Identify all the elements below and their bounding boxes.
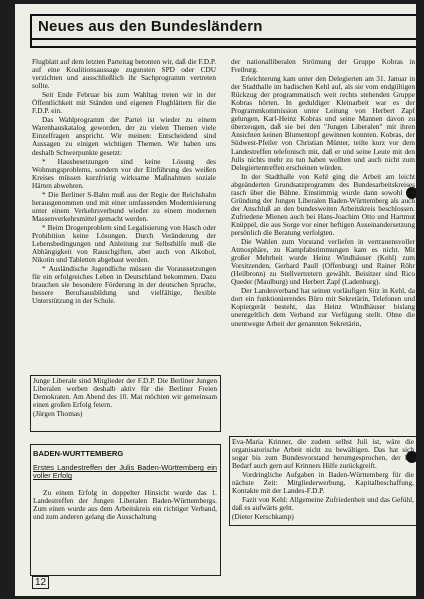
paragraph: * Beim Drogenproblem sind Legalisierung von Hasch oder Prohibition keine Lösungen. Durch Veränderung der Lebensbedingungen und Anleitung zur Selbsthilfe muß die Abhängigkeit von Rauschgiften, aber auch von Alkohol, Nikotin und Tabletten abgebaut werden. [32, 222, 216, 265]
region-title: BADEN-WÜRTTEMBERG [33, 450, 124, 458]
article-berlin-closing [33, 377, 217, 429]
paragraph: * Die Berliner S-Bahn muß aus der Regie der Reichsbahn herausgenommen und mit einer umfassenden Modernisierung unter einem Verkehrsverbund wieder zu einem modernen Massenverkehrsmittel gemacht werden. [32, 189, 216, 223]
paragraph: Fazit von Kehl: Allgemeine Zufriedenheit und das Gefühl, daß es aufwärts geht. [232, 495, 414, 513]
paragraph: der nationalliberalen Strömung der Gruppe Kobras in Freiburg. [231, 58, 415, 75]
paragraph: Zu einem Erfolg in doppelter Hinsicht wurde das 1. Landestreffen der Jungen Liberalen Baden-Württembergs. Zum einen wurde aus dem Arbeitskreis ein richtiger Verband, und zum anderen gelang die Ausschaltung [33, 487, 217, 521]
article-bw-closing [232, 438, 414, 522]
magazine-page [15, 4, 416, 596]
paragraph: * Ausländische Jugendliche müssen die Voraussetzungen für ein erfolgreiches Leben in Deutschland bekommen. Dazu brauchen sie besondere Förderung in der deutschen Sprache, bessere Berufsausbildung und vielfältige, flexible Unterstützung in der Schule. [32, 264, 216, 306]
paragraph: Der Landesverband hat seinen vorläufigen Sitz in Kehl, da dort ein funktionierendes Büro mit Sekretärin, Telefonen und Kopiergerät besteht, das Heinz Windhäuser bislang unentgeltlich dem Verband zur Verfügung stellt. Ohne die unentwegte Arbeit der genannten Sekretärin, [231, 286, 415, 328]
paragraph: Das Wahlprogramm der Partei ist wieder zu einem Warenhauskatalog geworden, der zu vielen Themen viele Einzelfragen anspricht. Wir meinen: Entscheidend sind Aussagen zu einigen wichtigen Themen. Wir haben uns deshalb Schwerpunkte gesetzt: [32, 115, 216, 157]
article-headline: Erstes Landestreffen der Julis Baden-Württemberg ein voller Erfolg [33, 463, 217, 481]
paragraph: Eva-Maria Krinner, die zudem selbst Juli ist, wäre die organisatorische Arbeit nicht zu bewältigen. Das hat sich sogar bis zum Bundesvorstand herumgesprochen, der bei Bedarf auch gern auf Krinners Hilfe zurückgreift. [232, 438, 414, 471]
paragraph: Die Wahlen zum Vorstand verliefen in vertrauensvoller Atmosphäre, zu Kampfabstimmungen kam es nicht. Mit großer Mehrheit wurde Heinz Windhäuser (Kehl) zum Vorsitzenden, Gerhard Paull (Offenburg) und Rainer Röhr (Heilbronn) zu Stellvertretern gewählt. Beisitzer sind Rico Queder (Maulburg) und Herbert Zapf (Ladenburg). [231, 237, 415, 287]
paragraph: Seit Ende Februar bis zum Wahltag treten wir in der Öffentlichkeit mit Ständen und eigenen Flugblättern für die F.D.P. ein. [32, 90, 216, 116]
section-title: Neues aus den Bundesländern [38, 18, 263, 35]
article-berlin [32, 58, 216, 376]
author-signature: (Dieter Kerschkamp) [232, 512, 294, 522]
paragraph: In der Stadthalle von Kehl ging die Arbeit am leicht abgeänderten Grundsatzprogramm des Bundesarbeitskreises rasch über die Bühne. Einstimmig wurde dann sowohl die Gründung der Jungen Liberalen Baden-Württemberg als auch der Anschluß an den bundesweiten Arbeitskreis beschlossen. Zufriedene Mienen auch bei Hans-Joachim Otto und Hartmut Knüppel, die aus Sorge vor einer heftigen Auseinandersetzung persönlich die Beratung verfolgten. [231, 171, 415, 237]
article-bw-start [33, 450, 217, 572]
paragraph: Erleichterung kam unter den Delegierten am 31. Januar in der Stadthalle im badischen Kehl auf, als sie vom endgültigen Rückzug der programmatisch weit rechts stehenden Gruppe Kobras hörten. In geduldiger Kleinarbeit war es der Programmkommission unter Leitung von Herbert Zapf gelungen, Karl-Heinz Kobras und seine Mannen davon zu überzeugen, daß sie bei den "Jungen Liberalen" mit ihren Ansichten keinen Blumentopf gewinnen konnten. Kobras, der Südwest-Pfeiler von Christian Münter, teilte kurz vor dem Landestreffen telefonisch mit, daß er und seine Leute mit den Julis nichts mehr zu tun haben wollten und auch nicht zum Delegiertentreffen erscheinen würden. [231, 74, 415, 172]
section-header [30, 14, 416, 48]
author-signature: (Jürgen Thomas) [33, 409, 83, 419]
paragraph: Flugblatt auf dem letzten Parteitag betonten wir, daß die F.D.P. auf eine Koalitionsaussage zugunsten SPD oder CDU verzichten und ausschließlich ihr Sachprogramm vertreten sollte. [32, 58, 216, 91]
article-bw-continuation [231, 58, 415, 434]
paragraph: * Hausbesetzungen sind keine Lösung des Wohnungsproblems, sondern vor der Einführung des weißen Kreises müssen kurzfristig wirksame Maßnahmen soziale Härten abwehren. [32, 156, 216, 190]
paragraph: Junge Liberale sind Mitglieder der F.D.P. Die Berliner Jungen Liberalen werben deshalb aktiv für die Berliner Freien Demokraten. Am Abend des 10. Mai möchten wir gemeinsam einen großen Erfolg feiern. [33, 377, 217, 410]
section-header-frame [32, 16, 416, 40]
page-number: 12 [32, 576, 49, 589]
paragraph: Vordringliche Aufgaben in Baden-Württemberg für die nächste Zeit: Mitgliederwerbung, Kapitalbeschaffung, Kontakte mit der Landes-F.D.P. [232, 470, 414, 496]
